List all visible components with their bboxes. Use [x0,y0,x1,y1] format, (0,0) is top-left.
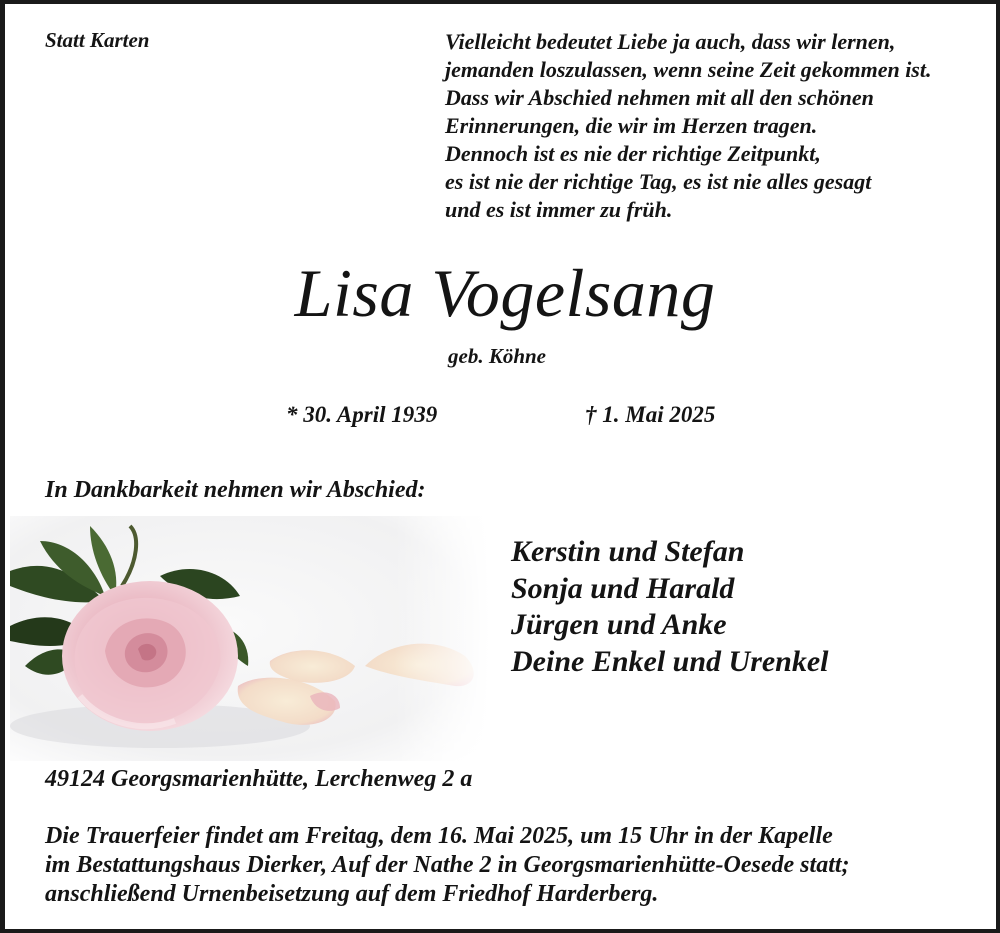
mourners-intro: In Dankbarkeit nehmen wir Abschied: [45,477,426,503]
mourner-name: Sonja und Harald [511,571,735,605]
death-date: † 1. Mai 2025 [585,402,716,427]
poem-line: jemanden loszulassen, wenn seine Zeit gekommen ist. [445,57,932,82]
birth-date: * 30. April 1939 [286,402,438,427]
poem-line: Dennoch ist es nie der richtige Zeitpunkt, [445,141,821,166]
statt-karten-label: Statt Karten [45,28,150,52]
poem-line: Vielleicht bedeutet Liebe ja auch, dass wir lernen, [445,29,896,54]
service-line: im Bestattungshaus Dierker, Auf der Nathe 2 in Georgsmarienhütte-Oesede statt; [45,852,850,878]
mourner-name: Jürgen und Anke [511,608,727,641]
mourner-name: Deine Enkel und Urenkel [511,644,829,678]
deceased-name: Lisa Vogelsang [294,255,716,331]
family-address: 49124 Georgsmarienhütte, Lerchenweg 2 a [45,766,473,792]
poem-line: es ist nie der richtige Tag, es ist nie alles gesagt [445,169,872,194]
service-line: Die Trauerfeier findet am Freitag, dem 16. Mai 2025, um 15 Uhr in der Kapelle [45,823,833,849]
service-line: anschließend Urnenbeisetzung auf dem Friedhof Harderberg. [45,881,659,907]
poem-line: und es ist immer zu früh. [445,197,673,222]
mourner-name: Kerstin und Stefan [511,535,745,568]
poem [445,28,931,224]
rose-photo-icon [10,516,490,761]
poem-line: Erinnerungen, die wir im Herzen tragen. [445,113,818,138]
maiden-name: geb. Köhne [448,344,547,368]
poem-line: Dass wir Abschied nehmen mit all den schönen [445,85,874,110]
mourners-list [511,534,829,680]
funeral-service-info [45,822,850,909]
